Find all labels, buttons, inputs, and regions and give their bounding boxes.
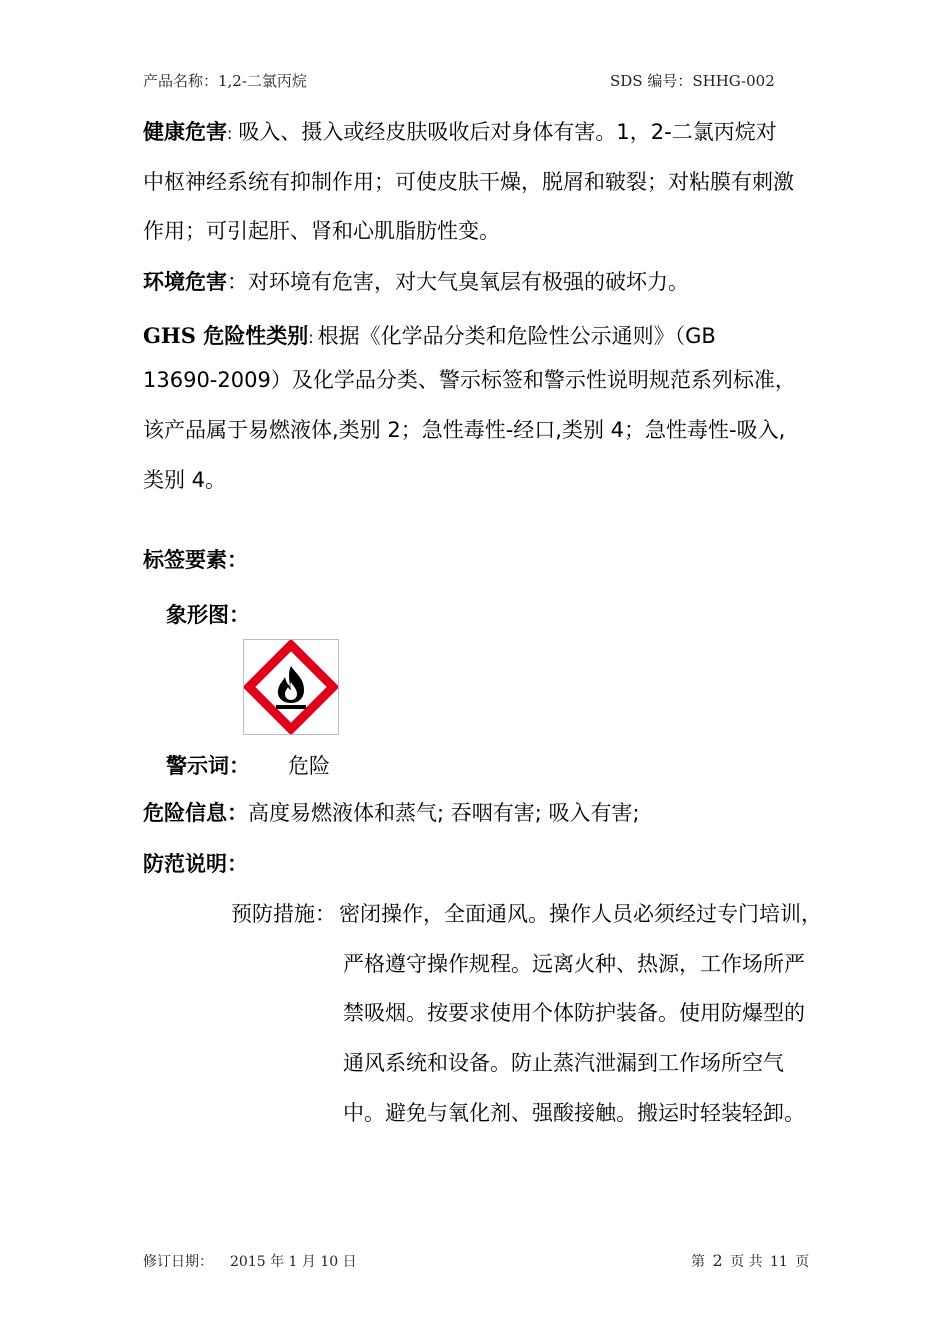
env-hazard-line <box>143 272 689 293</box>
health-hazard-sep: : <box>227 124 233 143</box>
hazard-info-value: 高度易燃液体和蒸气; 吞咽有害; 吸入有害; <box>248 801 640 825</box>
footer-page-number <box>691 1251 809 1271</box>
hazard-info-label: 危险信息： <box>143 801 248 825</box>
prevention-text-5: 中。避免与氧化剂、强酸接触。搬运时轻装轻卸。 <box>343 1101 805 1125</box>
hazard-info-line <box>143 803 640 824</box>
ghs-text-2: 13690-2009）及化学品分类、警示标签和警示性说明规范系列标准， <box>143 368 796 392</box>
footer-page-suffix: 页 <box>795 1254 810 1270</box>
pictogram-label: 象形图： <box>166 603 250 627</box>
ghs-label-cn: 危险性类别 <box>195 324 309 348</box>
signal-word-label: 警示词： <box>166 754 250 778</box>
pictogram-frame <box>243 639 339 735</box>
prevention-label: 预防措施： <box>231 902 336 926</box>
prevention-text-1: 密闭操作，全面通风。操作人员必须经过专门培训， <box>339 902 822 926</box>
prevention-text-2: 严格遵守操作规程。远离火种、热源，工作场所严 <box>343 952 805 976</box>
footer-page-total: 11 <box>770 1254 788 1270</box>
header-sds-number: SDS 编号：SHHG-002 <box>610 72 775 90</box>
health-hazard-text-3: 作用；可引起肝、肾和心肌脂肪性变。 <box>143 219 500 243</box>
signal-word-value: 危险 <box>288 754 330 778</box>
precaution-heading: 防范说明： <box>143 852 248 876</box>
header-product-name: 产品名称：1,2-二氯丙烷 <box>143 72 307 90</box>
ghs-sep: : <box>308 328 314 347</box>
prevention-text-3: 禁吸烟。按要求使用个体防护装备。使用防爆型的 <box>343 1001 805 1025</box>
health-hazard-text-2: 中枢神经系统有抑制作用；可使皮肤干燥，脱屑和皲裂；对粘膜有刺激 <box>143 170 794 194</box>
env-hazard-text: ：对环境有危害，对大气臭氧层有极强的破坏力。 <box>227 270 689 294</box>
footer-page-current: 2 <box>712 1251 723 1270</box>
ghs-label-latin: GHS <box>143 323 196 348</box>
ghs-text-3: 该产品属于易燃液体,类别 2；急性毒性-经口,类别 4；急性毒性-吸入, <box>143 418 786 442</box>
footer-page-prefix: 第 <box>691 1254 705 1270</box>
label-elements-heading: 标签要素： <box>143 548 248 572</box>
prevention-text-4: 通风系统和设备。防止蒸汽泄漏到工作场所空气 <box>343 1051 784 1075</box>
ghs-text-4: 类别 4。 <box>143 468 227 492</box>
health-hazard-line-1 <box>143 122 777 143</box>
footer-revision-date: 2015 年 1 月 10 日 <box>230 1254 357 1270</box>
footer-page-mid: 页 共 <box>730 1254 763 1270</box>
health-hazard-label: 健康危害 <box>143 120 227 144</box>
footer-revision-label: 修订日期： <box>143 1254 213 1270</box>
health-hazard-text-1: 吸入、摄入或经皮肤吸收后对身体有害。1，2-二氯丙烷对 <box>238 120 777 144</box>
ghs-flame-icon <box>244 640 338 734</box>
ghs-line-1 <box>143 325 716 347</box>
env-hazard-label: 环境危害 <box>143 270 227 294</box>
ghs-text-1: 根据《化学品分类和危险性公示通则》（GB <box>317 324 716 348</box>
